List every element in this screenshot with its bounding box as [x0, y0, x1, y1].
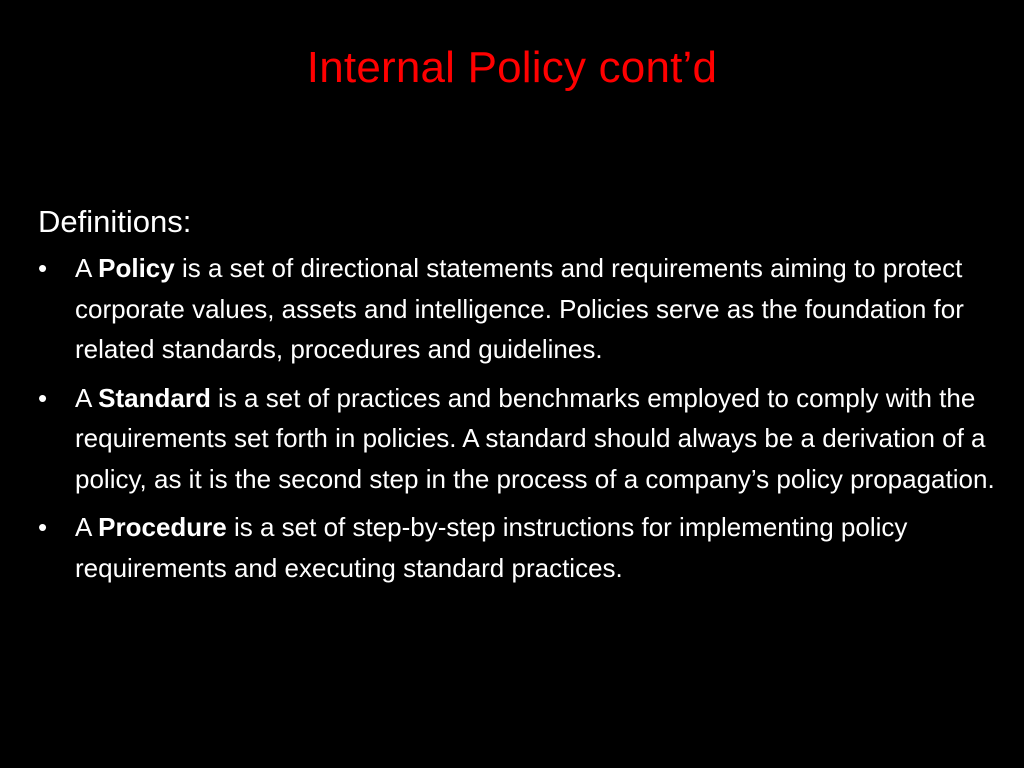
- definition-term: Procedure: [98, 512, 227, 542]
- bullet-icon: •: [38, 512, 48, 542]
- definition-prefix: A: [75, 512, 99, 542]
- definition-body: is a set of step-by-step instructions for implementing policy requirements and executing standard practices.: [75, 512, 908, 583]
- definition-term: Standard: [98, 382, 211, 413]
- definitions-heading: Definitions:: [38, 204, 192, 239]
- bullet-icon: •: [38, 253, 48, 283]
- definition-text: [75, 512, 907, 583]
- definition-prefix: A: [75, 382, 99, 413]
- definition-policy: [38, 248, 1010, 370]
- definition-procedure: [38, 507, 1010, 588]
- bullet-icon: •: [38, 382, 48, 413]
- slide-title: Internal Policy cont’d: [306, 43, 718, 92]
- definitions-list: [38, 248, 1010, 588]
- definition-standard: [38, 378, 1010, 500]
- definition-text: [75, 383, 995, 494]
- slide-content: [38, 198, 1010, 596]
- definition-text: [75, 253, 964, 364]
- definition-prefix: A: [75, 253, 99, 283]
- definition-term: Policy: [98, 253, 175, 283]
- definition-body: is a set of practices and benchmarks employed to comply with the requirements set forth in policies. A standard should always be a derivation of a policy, as it is the second step in the process of a company’s policy propagation.: [75, 382, 995, 494]
- definition-body: is a set of directional statements and requirements aiming to protect corporate values, assets and intelligence. Policies serve as the foundation for related standards, procedures and guidelines.: [75, 253, 964, 364]
